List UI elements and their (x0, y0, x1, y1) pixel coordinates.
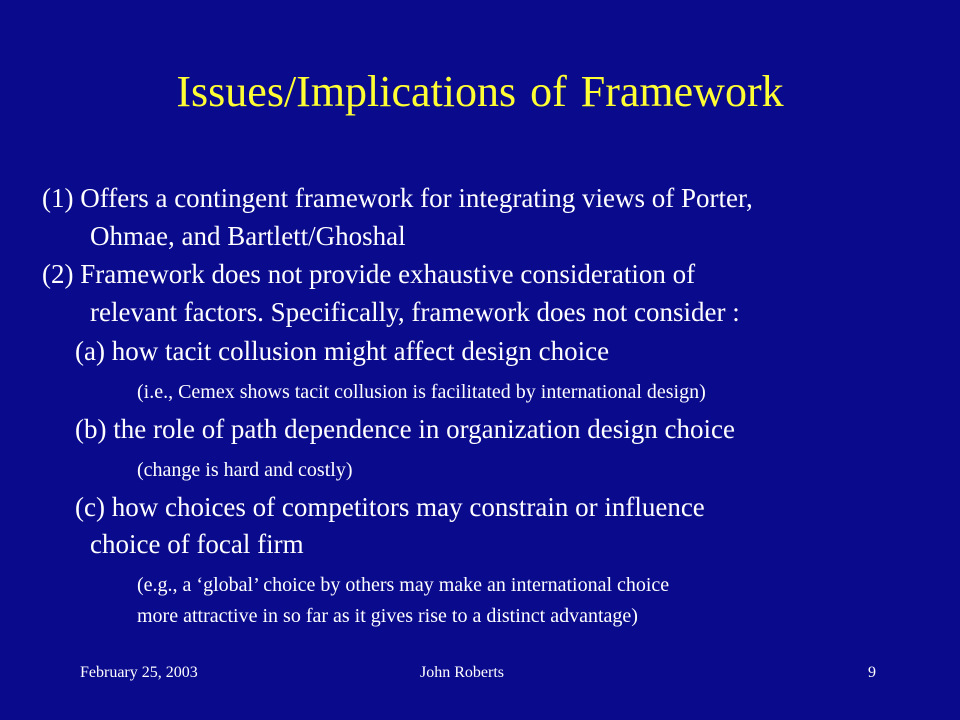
footer-author: John Roberts (420, 664, 504, 681)
point-2-line-2: relevant factors. Specifically, framework does not consider : (90, 297, 740, 327)
sub-point-a: (a) how tacit collusion might affect design choice (75, 336, 610, 366)
point-2-line-1: (2) Framework does not provide exhaustive consideration of (42, 259, 696, 289)
slide-title: Issues/Implications of Framework (176, 67, 784, 116)
sub-point-c-line-1: (c) how choices of competitors may constrain or influence (75, 492, 705, 522)
sub-point-c-note-line-2: more attractive in so far as it gives rise to a distinct advantage) (137, 605, 638, 627)
footer-page-number: 9 (868, 664, 876, 681)
point-1-line-2: Ohmae, and Bartlett/Ghoshal (90, 221, 406, 251)
sub-point-b-note: (change is hard and costly) (137, 459, 353, 481)
sub-point-b: (b) the role of path dependence in organization design choice (75, 414, 735, 444)
point-1-line-1: (1) Offers a contingent framework for integrating views of Porter, (42, 183, 753, 213)
sub-point-a-note: (i.e., Cemex shows tacit collusion is facilitated by international design) (137, 381, 706, 403)
footer-date: February 25, 2003 (80, 664, 198, 681)
sub-point-c-line-2: choice of focal firm (90, 529, 304, 559)
sub-point-c-note-line-1: (e.g., a ‘global’ choice by others may make an international choice (137, 574, 670, 596)
